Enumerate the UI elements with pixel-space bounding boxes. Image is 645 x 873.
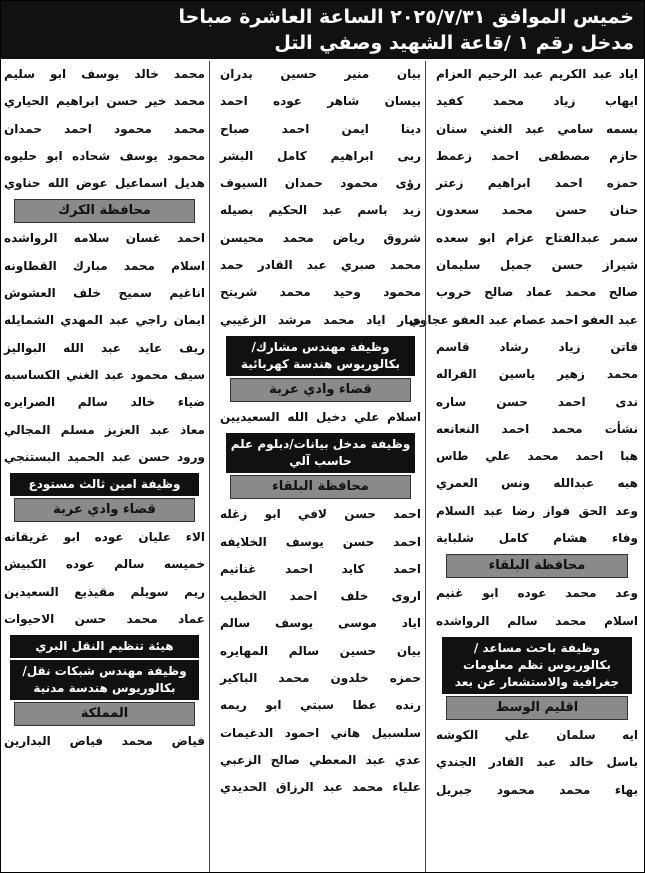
name-list [436, 580, 638, 635]
candidate-name: بسمه سامي عبد الغني سنان [436, 121, 638, 136]
candidate-name: ريم سويلم مقيذيع السعيدين [4, 584, 205, 599]
candidate-name: الاء عليان عوده ابو غريقانه [4, 530, 205, 545]
candidate-name: اناغيم سميح خلف العشوش [4, 286, 205, 301]
name-list [220, 404, 421, 431]
name-list [220, 61, 421, 334]
columns [1, 61, 644, 872]
candidate-name: اسلام محمد سالم الرواشده [436, 613, 638, 628]
candidate-name: سمر عبدالفتاح عزام ابو سعده [436, 230, 638, 245]
header-venue: مدخل رقم ١ /قاعة الشهيد وصفي التل [274, 32, 634, 54]
candidate-name: بهاء محمد محمود جبريل [436, 782, 638, 797]
candidate-name: دينا ايمن احمد صباح [220, 121, 421, 136]
candidate-name: وفاء هشام كامل شلباية [436, 531, 638, 546]
candidate-name: محمد محمود احمد حمدان [4, 121, 205, 136]
candidate-name: محمد صبري عبد القادر حمد [220, 258, 421, 273]
candidate-name: احمد حسن لافي ابو زغله [220, 507, 421, 522]
section-heading-wadi-araba: قضاء وادي عربة [14, 498, 195, 522]
name-list [436, 722, 638, 804]
candidate-name: شيراز حسن جميل سليمان [436, 258, 638, 273]
candidate-name: حنان حسن محمد سعدون [436, 203, 638, 218]
candidate-name: محمد زهير ياسين القراله [436, 367, 638, 382]
candidate-name: ندى احمد حسن ساره [436, 394, 638, 409]
candidate-name: صالح محمد عماد صالح خروب [436, 285, 638, 300]
header [1, 1, 644, 59]
name-list [220, 501, 421, 801]
name-list [4, 524, 205, 633]
job-title-transport-network-engineer: وظيفة مهندس شبكات نقل/ بكالوريوس هندسة مدنية [10, 660, 199, 700]
candidate-name: علياء محمد عبد الرزاق الحديدي [220, 780, 421, 795]
candidate-name: فياض محمد فياض البدارين [4, 734, 205, 749]
column-middle [216, 61, 426, 872]
candidate-name: احمد حسن يوسف الخلايفه [220, 534, 421, 549]
candidate-name: وعد الحق فواز رضا عبد السلام [436, 503, 638, 518]
candidate-name: ايه سلمان علي الكوشه [436, 727, 638, 742]
candidate-name: خميسه سالم عوده الكبيش [4, 557, 205, 572]
section-heading-central-region: اقليم الوسط [446, 696, 628, 720]
candidate-name: محمود يوسف شحاده ابو حليوه [4, 148, 205, 163]
candidate-name: بيان حسين سالم المهايره [220, 643, 421, 658]
job-title-warehouse-keeper: وظيفة امين ثالث مستودع [10, 473, 199, 496]
job-title-electrical-engineer: وظيفة مهندس مشارك/ بكالوريوس هندسة كهربائية [226, 336, 415, 376]
candidate-name: محمد خالد يوسف ابو سليم [4, 67, 205, 81]
candidate-name: عبد العفو احمد عصام عبد العفو عجاوي [408, 312, 638, 327]
candidate-name: بيسان شاهر عوده احمد [220, 94, 421, 109]
candidate-name: اياد عبد الكريم عبد الرحيم العزام [436, 67, 638, 81]
candidate-name: حمزه خلدون محمد الباكير [220, 671, 421, 686]
section-heading-kingdom: المملكة [14, 702, 195, 726]
candidate-name: محمد خير حسن ابراهيم الحياري [4, 94, 205, 109]
candidate-name: ضياء خالد سالم الصرايره [4, 395, 205, 410]
candidate-name: محمود وحيد محمد شريتح [220, 285, 421, 300]
candidate-name: ميار اياد محمد مرشد الزغيبي [220, 312, 421, 327]
candidate-name: نشأت محمد احمد النعانعه [436, 421, 638, 436]
name-list [408, 61, 638, 552]
candidate-name: فاتن زياد رشاد قاسم [436, 339, 638, 354]
section-heading-karak: محافظة الكرك [14, 199, 195, 223]
header-date-time: خميس الموافق ٢٠٢٥/٧/٣١ الساعة العاشرة صباحا [178, 6, 634, 28]
candidate-name: رؤى محمود حمدان السيوف [220, 176, 421, 191]
candidate-name: هبا احمد محمد علي طاس [436, 449, 638, 464]
candidate-name: احمد كايد احمد غنانيم [220, 561, 421, 576]
candidate-name: عماد محمد حسن الاحيوات [4, 612, 205, 627]
candidate-name: اسلام محمد مبارك القطاونه [4, 258, 205, 273]
candidate-name: حازم مصطفى احمد زعمط [436, 148, 638, 163]
column-right [408, 61, 642, 872]
section-heading-land-transport: هيئة تنظيم النقل البري [10, 635, 199, 658]
candidate-name: ربى ابراهيم كامل البشر [220, 148, 421, 163]
section-heading-balqa: محافظة البلقاء [446, 554, 628, 578]
candidate-name: اياد موسى يوسف سالم [220, 616, 421, 631]
candidate-name: زيد باسم عبد الحكيم بصيله [220, 203, 421, 218]
job-title-research-assistant: وظيفة باحث مساعد / بكالوريوس نظم معلومات جغرافية والاستشعار عن بعد [442, 637, 632, 694]
candidate-name: حمزه احمد ابراهيم زعتر [436, 176, 638, 191]
candidate-name: بيان منير حسين بدران [220, 67, 421, 81]
candidate-name: ورود حسن عبد الحميد البستنجي [4, 449, 205, 464]
name-list [4, 728, 205, 755]
candidate-name: هبه عبدالله ونس العمري [436, 476, 638, 491]
candidate-name: باسل خالد عبد القادر الجندي [436, 755, 638, 770]
candidate-name: ريف عايد عبد الله البواليز [4, 340, 205, 355]
name-list [4, 61, 205, 197]
candidate-name: هديل اسماعيل عوض الله حناوي [4, 176, 205, 191]
job-title-data-entry: وظيفة مدخل بيانات/دبلوم علم حاسب آلي [226, 433, 415, 473]
candidate-name: عدي عبد المعطي صالح الزعبي [220, 752, 421, 767]
candidate-name: احمد غسان سلامه الرواشده [4, 231, 205, 246]
section-heading-balqa: محافظة البلقاء [230, 475, 411, 499]
name-list [4, 225, 205, 471]
candidate-name: وعد محمد عوده ابو غنيم [436, 586, 638, 601]
candidate-name: معاذ عبد العزيز مسلم المجالي [4, 422, 205, 437]
candidate-name: شروق رياض محمد محيسن [220, 230, 421, 245]
candidate-name: اسلام علي دخيل الله السعيديين [220, 409, 421, 424]
candidate-name: رنده عطا سبتي ابو ريمه [220, 698, 421, 713]
candidate-name: ايهاب زياد محمد كفيد [436, 94, 638, 109]
candidate-name: ايمان راجي عبد المهدي الشمايله [4, 313, 205, 328]
candidate-name: اروى خلف احمد الخطيب [220, 589, 421, 604]
candidate-name: سلسبيل هاني احمود الدغيمات [220, 725, 421, 740]
candidate-name: سيف محمود عبد الغني الكساسبه [4, 367, 205, 382]
column-left [0, 61, 210, 872]
section-heading-wadi-araba: قضاء وادي عربة [230, 378, 411, 402]
